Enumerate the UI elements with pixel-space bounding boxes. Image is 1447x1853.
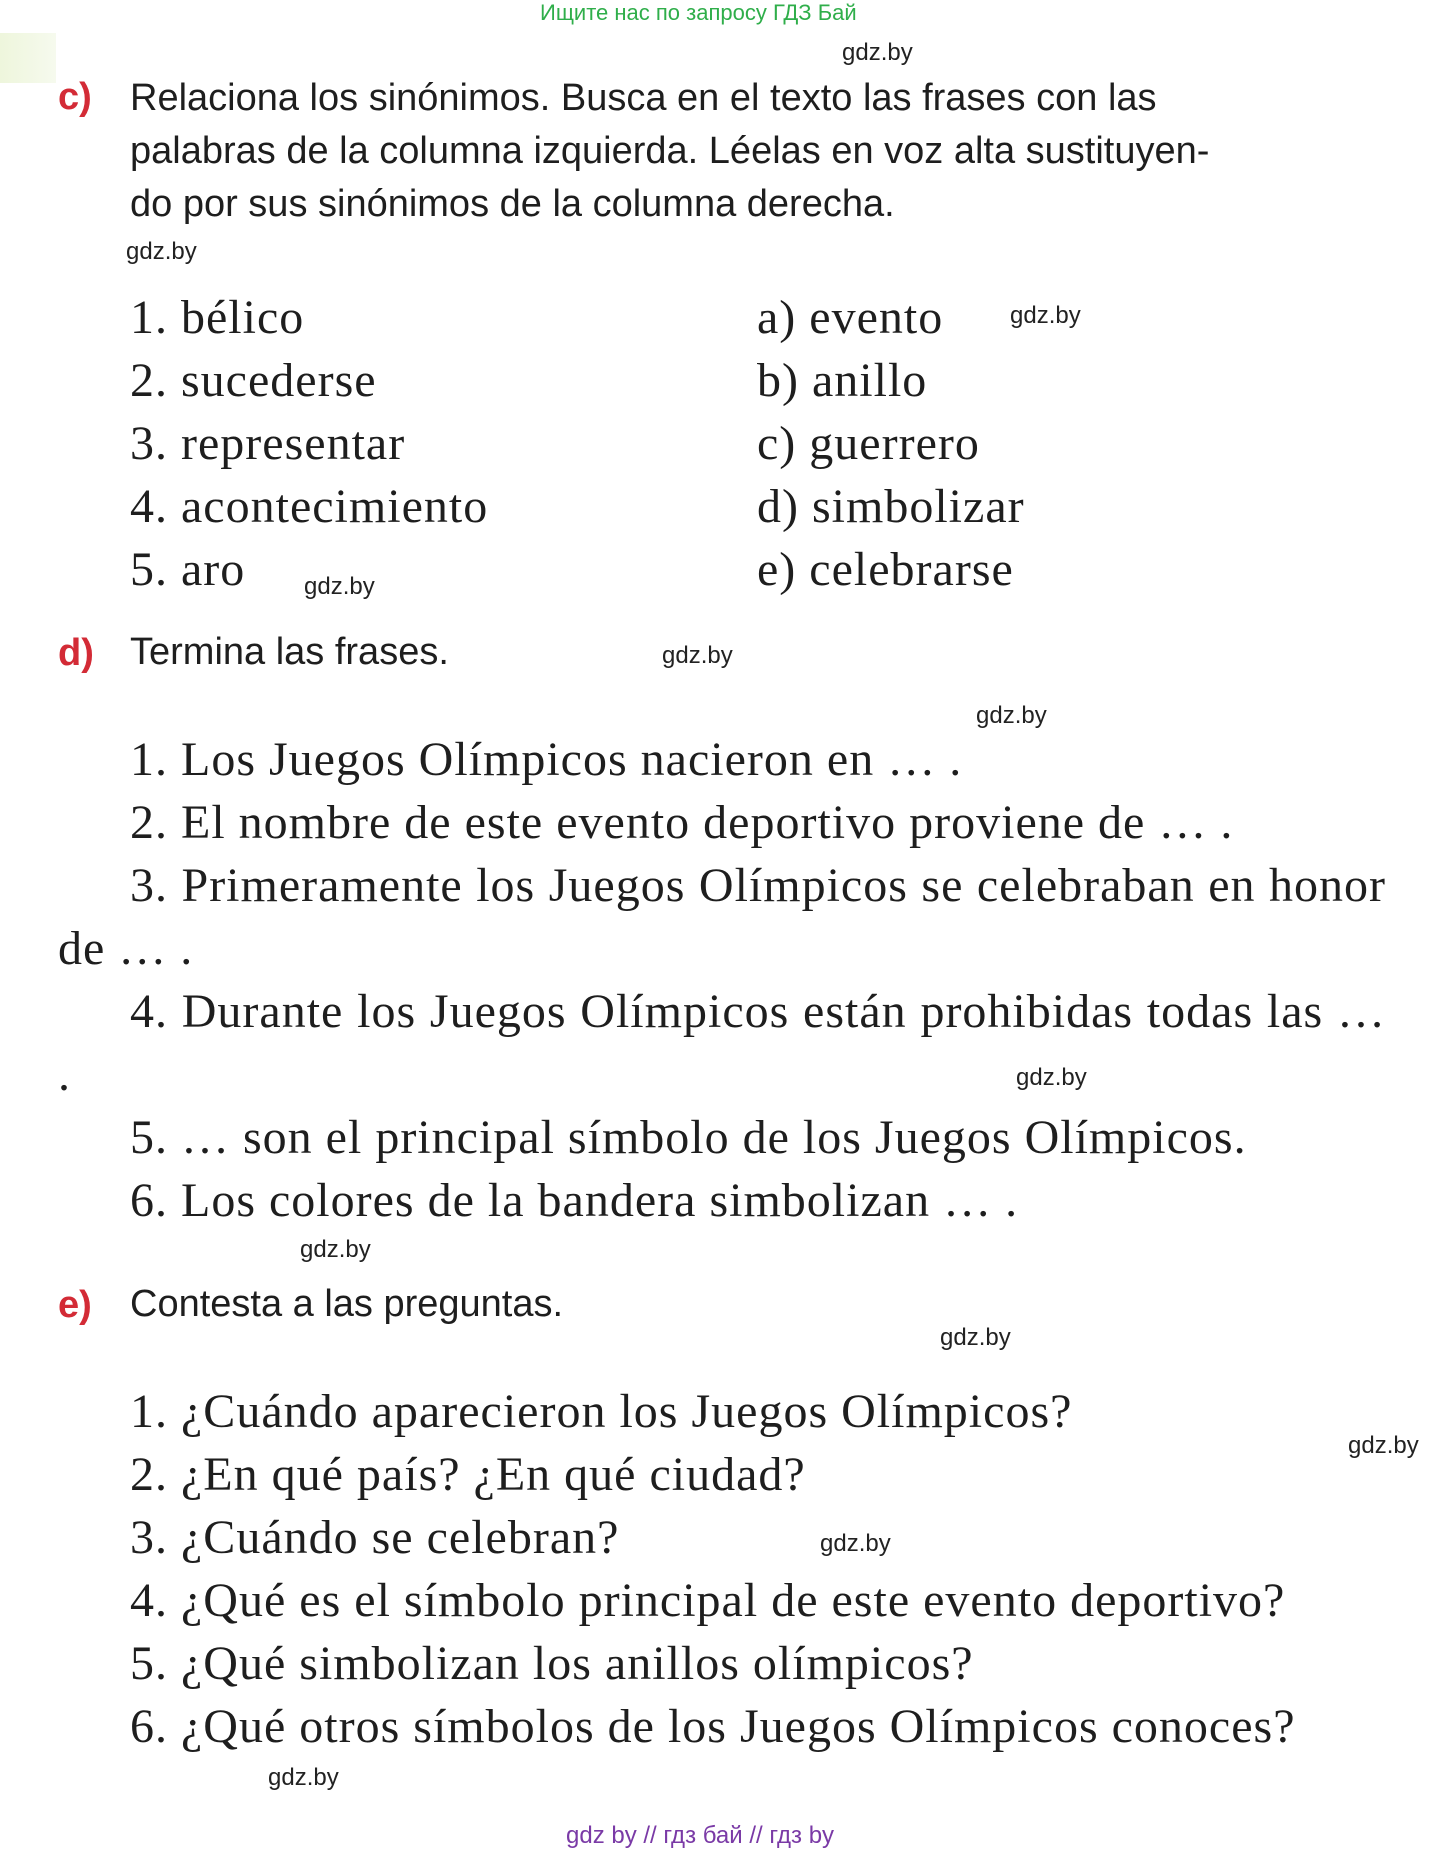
corner-decoration	[0, 33, 56, 83]
section-e-instruction: Contesta a las preguntas.	[130, 1283, 564, 1325]
synonym-right-a: a) evento	[757, 291, 944, 344]
top-banner: Ищите нас по запросу ГДЗ Бай	[540, 0, 857, 25]
section-e-item-3: 3. ¿Cuándo se celebran?	[130, 1511, 620, 1564]
synonym-left-1: 1. bélico	[130, 291, 305, 344]
synonym-left-4: 4. acontecimiento	[130, 480, 489, 533]
section-d-item-6: 6. Los colores de la bandera simbolizan … .	[130, 1174, 1019, 1227]
synonym-left-3: 3. representar	[130, 417, 406, 470]
section-c-instruction-line-3: do por sus sinónimos de la columna derecha.	[130, 183, 895, 225]
section-d-item-2: 2. El nombre de este evento deportivo proviene de … .	[130, 796, 1234, 849]
section-d-item-4: 4. Durante los Juegos Olímpicos están prohibidas todas las … .	[58, 985, 1386, 1101]
section-e-item-1: 1. ¿Cuándo aparecieron los Juegos Olímpicos?	[130, 1385, 1073, 1438]
watermark: gdz.by	[300, 1236, 371, 1263]
watermark: gdz.by	[976, 702, 1047, 729]
section-e-item-6: 6. ¿Qué otros símbolos de los Juegos Olímpicos conoces?	[130, 1700, 1296, 1753]
section-d-item-5: 5. … son el principal símbolo de los Juegos Olímpicos.	[130, 1111, 1247, 1164]
watermark: gdz.by	[940, 1324, 1011, 1351]
footer-watermark: gdz by // гдз бай // гдз by	[566, 1822, 835, 1849]
section-e-item-5: 5. ¿Qué simbolizan los anillos olímpicos?	[130, 1637, 974, 1690]
synonym-right-c: c) guerrero	[757, 417, 980, 470]
watermark: gdz.by	[820, 1530, 891, 1557]
section-c-label: c)	[58, 76, 92, 118]
section-e-item-4: 4. ¿Qué es el símbolo principal de este evento deportivo?	[130, 1574, 1286, 1627]
section-d-item-3: 3. Primeramente los Juegos Olímpicos se celebraban en honor de … .	[58, 859, 1386, 975]
watermark: gdz.by	[662, 642, 733, 669]
watermark: gdz.by	[126, 238, 197, 265]
synonym-right-e: e) celebrarse	[757, 543, 1014, 596]
section-e-label: e)	[58, 1284, 92, 1326]
section-c-instruction-line-2: palabras de la columna izquierda. Léelas en voz alta sustituyen-	[130, 130, 1210, 172]
section-d-item-1: 1. Los Juegos Olímpicos nacieron en … .	[130, 733, 963, 786]
section-c-instruction-line-1: Relaciona los sinónimos. Busca en el texto las frases con las	[130, 77, 1157, 119]
watermark: gdz.by	[268, 1764, 339, 1791]
synonym-right-d: d) simbolizar	[757, 480, 1025, 533]
synonym-left-2: 2. sucederse	[130, 354, 377, 407]
section-d-instruction: Termina las frases.	[130, 631, 449, 673]
synonym-right-b: b) anillo	[757, 354, 928, 407]
synonym-left-5: 5. aro	[130, 543, 246, 596]
watermark: gdz.by	[304, 573, 375, 600]
section-d-label: d)	[58, 632, 94, 674]
watermark: gdz.by	[1348, 1432, 1419, 1459]
watermark: gdz.by	[1016, 1064, 1087, 1091]
watermark: gdz.by	[1010, 302, 1081, 329]
watermark: gdz.by	[842, 39, 913, 66]
section-e-item-2: 2. ¿En qué país? ¿En qué ciudad?	[130, 1448, 806, 1501]
